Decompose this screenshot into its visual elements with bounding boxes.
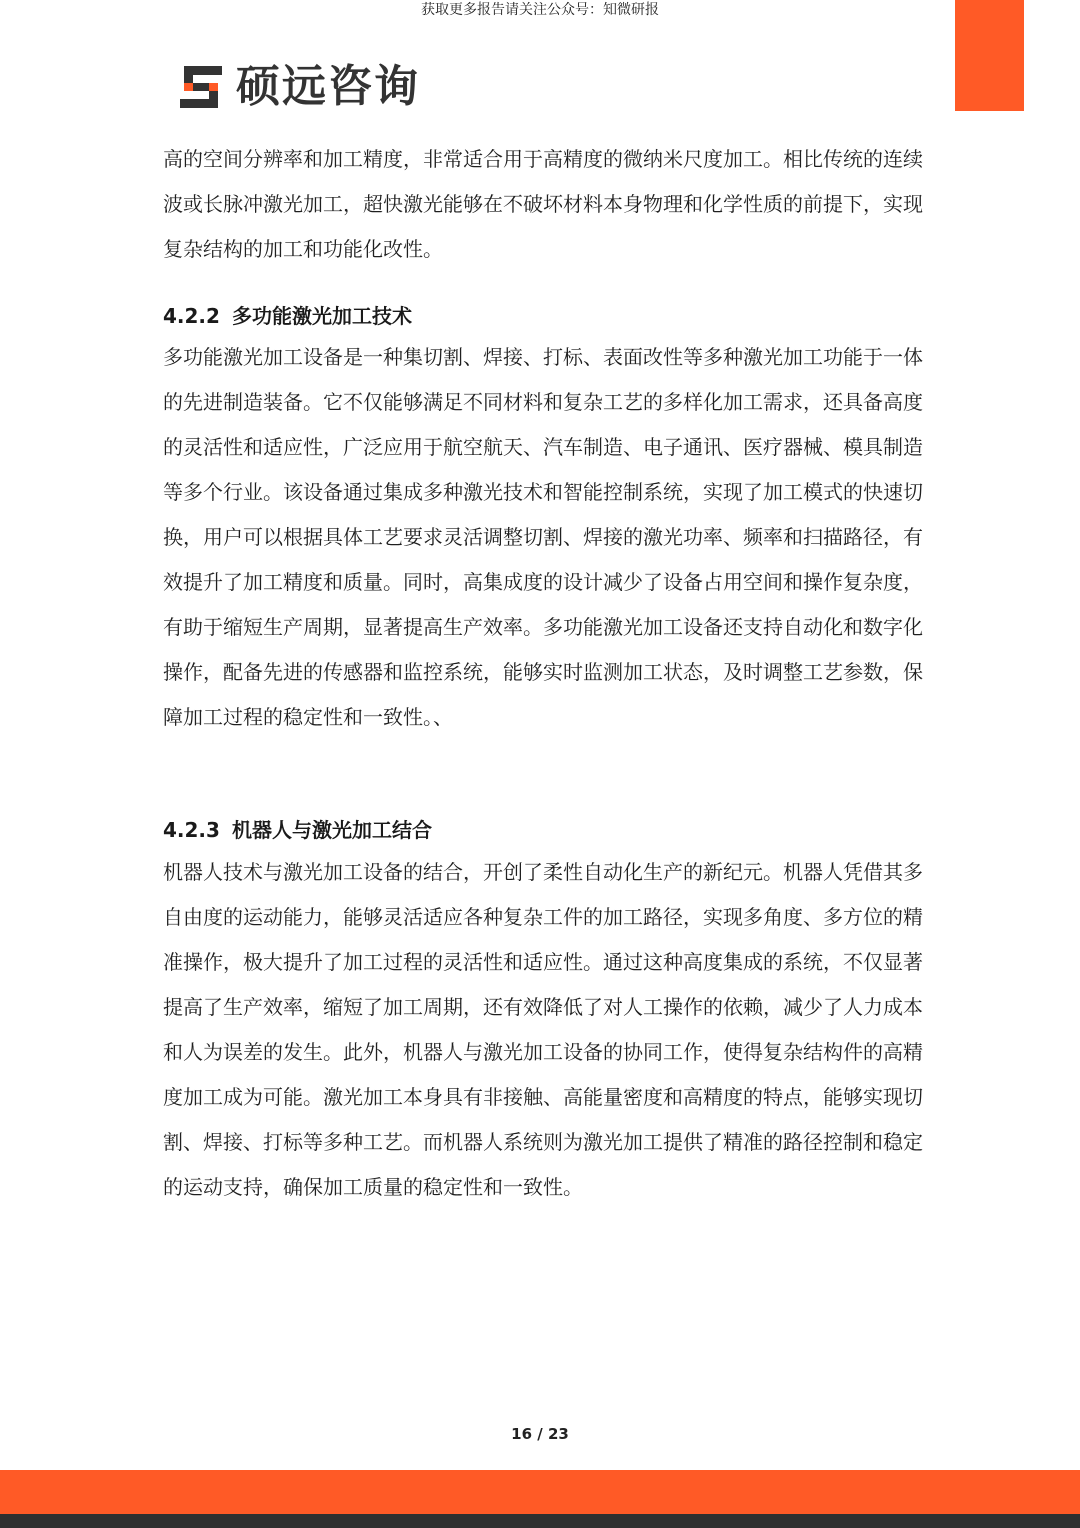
- section-paragraph-4-2-3: 机器人技术与激光加工设备的结合，开创了柔性自动化生产的新纪元。机器人凭借其多自由度的运动能力，能够灵活适应各种复杂工件的加工路径，实现多角度、多方位的精准操作，极大提升了加工过程的灵活性和适应性。通过这种高度集成的系统，不仅显著提高了生产效率，缩短了加工周期，还有效降低了对人工操作的依赖，减少了人力成本和人为误差的发生。此外，机器人与激光加工设备的协同工作，使得复杂结构件的高精度加工成为可能。激光加工本身具有非接触、高能量密度和高精度的特点，能够实现切割、焊接、打标等多种工艺。而机器人系统则为激光加工提供了精准的路径控制和稳定的运动支持，确保加工质量的稳定性和一致性。: [163, 860, 923, 1199]
- section-number: 4.2.2: [163, 304, 220, 328]
- shuoyuan-logo-icon: [176, 62, 226, 112]
- top-note: 获取更多报告请关注公众号：知微研报: [421, 2, 659, 18]
- section-heading-4-2-2: [163, 301, 923, 331]
- footer-dark-line: [0, 1514, 1080, 1528]
- section-title: 多功能激光加工技术: [231, 304, 412, 328]
- section-number: 4.2.3: [163, 818, 220, 842]
- corner-accent-block: [955, 0, 1024, 111]
- page-number: 16 / 23: [511, 1425, 569, 1443]
- section-heading-4-2-3: [163, 815, 923, 845]
- intro-paragraph: 高的空间分辨率和加工精度，非常适合用于高精度的微纳米尺度加工。相比传统的连续波或长脉冲激光加工，超快激光能够在不破坏材料本身物理和化学性质的前提下，实现复杂结构的加工和功能化改性。: [163, 147, 923, 261]
- logo-text: 硕远咨询: [236, 61, 420, 112]
- section-paragraph-4-2-2: 多功能激光加工设备是一种集切割、焊接、打标、表面改性等多种激光加工功能于一体的先进制造装备。它不仅能够满足不同材料和复杂工艺的多样化加工需求，还具备高度的灵活性和适应性，广泛应用于航空航天、汽车制造、电子通讯、医疗器械、模具制造等多个行业。该设备通过集成多种激光技术和智能控制系统，实现了加工模式的快速切换，用户可以根据具体工艺要求灵活调整切割、焊接的激光功率、频率和扫描路径，有效提升了加工精度和质量。同时，高集成度的设计减少了设备占用空间和操作复杂度，有助于缩短生产周期，显著提高生产效率。多功能激光加工设备还支持自动化和数字化操作，配备先进的传感器和监控系统，能够实时监测加工状态，及时调整工艺参数，保障加工过程的稳定性和一致性。、: [163, 345, 923, 729]
- section-title: 机器人与激光加工结合: [231, 818, 432, 842]
- company-logo: [176, 61, 420, 113]
- footer-accent-bar: [0, 1470, 1080, 1514]
